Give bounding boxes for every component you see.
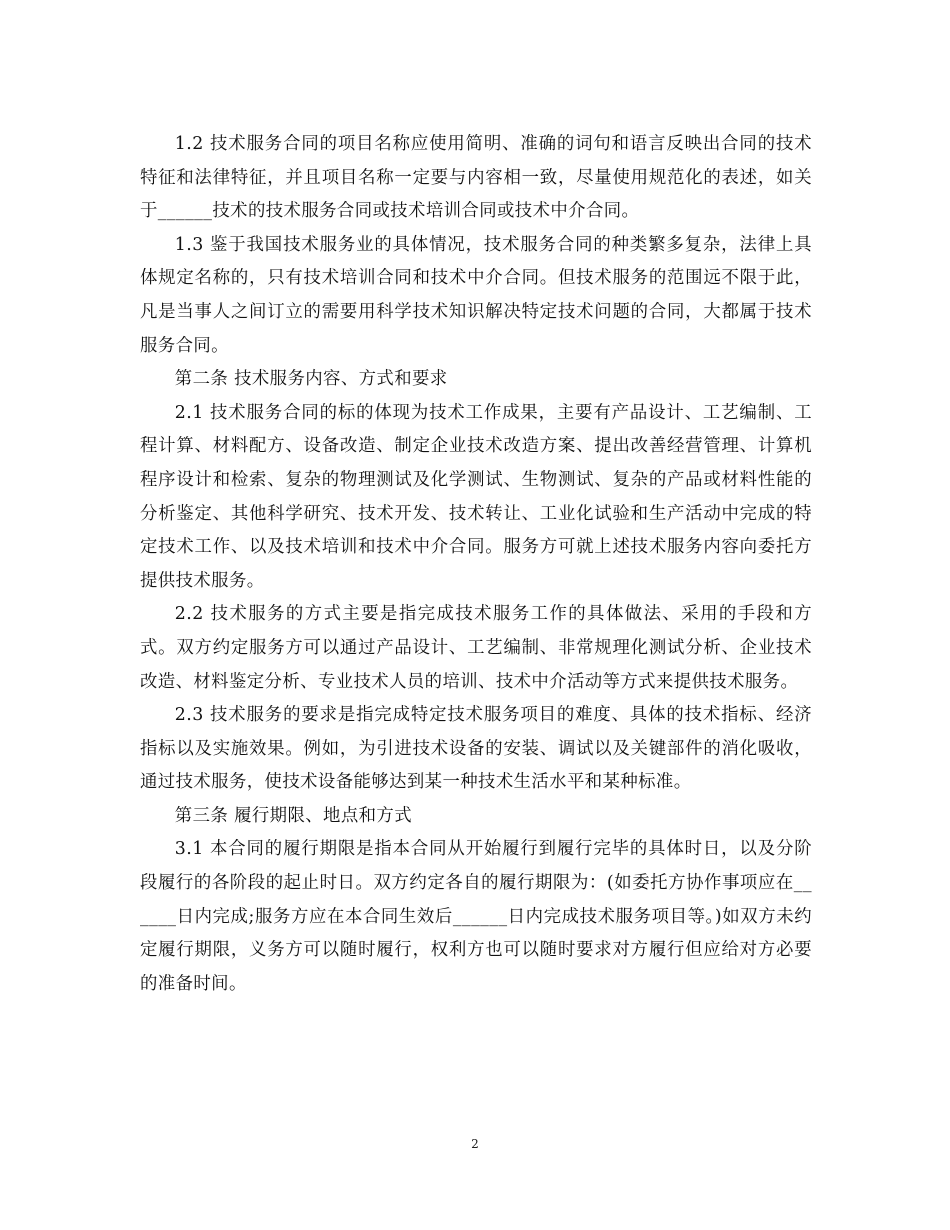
- section-heading-article-3: 第三条 履行期限、地点和方式: [174, 805, 413, 826]
- paragraph-2-1: 2.1 技术服务合同的标的体现为技术工作成果，主要有产品设计、工艺编制、工程计算、材料配方、设备改造、制定企业技术改造方案、提出改善经营管理、计算机程序设计和检索、复杂的物理测试及化学测试、生物测试、复杂的产品或材料性能的分析鉴定、其他科学研究、技术开发、技术转让、工业化试验和生产活动中完成的特定技术工作、以及技术培训和技术中介合同。服务方可就上述技术服务内容向委托方提供技术服务。: [140, 402, 812, 591]
- paragraph-1-2: 1.2 技术服务合同的项目名称应使用简明、准确的词句和语言反映出合同的技术特征和法律特征，并且项目名称一定要与内容相一致，尽量使用规范化的表述，如关于______技术的技术服务合同或技术培训合同或技术中介合同。: [140, 134, 812, 222]
- paragraph-2-2: 2.2 技术服务的方式主要是指完成技术服务工作的具体做法、采用的手段和方式。双方约定服务方可以通过产品设计、工艺编制、非常规理化测试分析、企业技术改造、材料鉴定分析、专业技术人员的培训、技术中介活动等方式来提供技术服务。: [140, 604, 812, 692]
- document-body: [140, 128, 812, 1001]
- paragraph-2-3: 2.3 技术服务的要求是指完成特定技术服务项目的难度、具体的技术指标、经济指标以及实施效果。例如，为引进技术设备的安装、调试以及关键部件的消化吸收，通过技术服务，使技术设备能够达到某一种技术生活水平和某种标准。: [140, 705, 812, 793]
- page-number: 2: [471, 1137, 479, 1151]
- paragraph-3-1: 3.1 本合同的履行期限是指本合同从开始履行到履行完毕的具体时日，以及分阶段履行的各阶段的起止时日。双方约定各自的履行期限为：(如委托方协作事项应在______日内完成;服务方应在本合同生效后______日内完成技术服务项目等。)如双方未约定履行期限，义务方可以随时履行，权利方也可以随时要求对方履行但应给对方必要的准备时间。: [140, 839, 812, 994]
- paragraph-1-3: 1.3 鉴于我国技术服务业的具体情况，技术服务合同的种类繁多复杂，法律上具体规定名称的，只有技术培训合同和技术中介合同。但技术服务的范围远不限于此，凡是当事人之间订立的需要用科学技术知识解决特定技术问题的合同，大都属于技术服务合同。: [140, 234, 812, 356]
- section-heading-article-2: 第二条 技术服务内容、方式和要求: [174, 369, 448, 390]
